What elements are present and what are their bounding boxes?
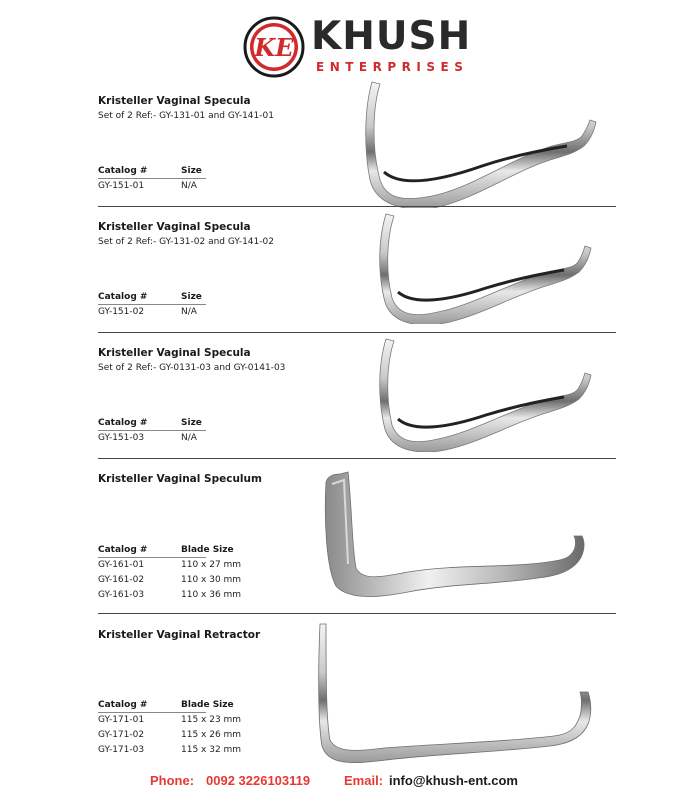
product-title: Kristeller Vaginal Specula — [98, 95, 251, 107]
size-value: 115 x 23 mm — [181, 715, 242, 725]
header-rule — [98, 712, 206, 713]
speculum-set-image — [362, 80, 602, 208]
section-divider — [98, 613, 616, 614]
catalog-number: GY-161-03 — [98, 590, 145, 600]
catalog-header: Catalog # — [98, 292, 148, 302]
size-value: N/A — [181, 433, 197, 443]
brand-logo — [243, 12, 472, 82]
product-ref: Set of 2 Ref:- GY-0131-03 and GY-0141-03 — [98, 363, 286, 373]
catalog-number: GY-151-01 — [98, 181, 145, 191]
catalog-number: GY-161-02 — [98, 575, 145, 585]
size-header: Blade Size — [181, 700, 234, 710]
section-divider — [98, 206, 616, 207]
retractor-image — [314, 620, 604, 768]
product-ref: Set of 2 Ref:- GY-131-02 and GY-141-02 — [98, 237, 274, 247]
header-rule — [98, 304, 206, 305]
size-value: N/A — [181, 307, 197, 317]
speculum-set-image — [378, 212, 598, 324]
phone-label: Phone: — [150, 773, 195, 788]
size-value: 110 x 27 mm — [181, 560, 242, 570]
phone-number[interactable]: 0092 3226103119 — [206, 773, 311, 788]
product-title: Kristeller Vaginal Specula — [98, 347, 251, 359]
header-rule — [98, 430, 206, 431]
catalog-number: GY-171-02 — [98, 730, 145, 740]
catalog-header: Catalog # — [98, 166, 148, 176]
size-value: 115 x 32 mm — [181, 745, 242, 755]
catalog-number: GY-171-01 — [98, 715, 145, 725]
product-title: Kristeller Vaginal Retractor — [98, 629, 261, 641]
size-value: 110 x 36 mm — [181, 590, 242, 600]
header-rule — [98, 178, 206, 179]
catalog-number: GY-161-01 — [98, 560, 145, 570]
brand-name: KHUSH — [311, 14, 472, 59]
product-title: Kristeller Vaginal Specula — [98, 221, 251, 233]
ke-emblem — [243, 16, 305, 78]
section-divider — [98, 458, 616, 459]
size-header: Size — [181, 292, 202, 302]
size-value: 110 x 30 mm — [181, 575, 242, 585]
catalog-header: Catalog # — [98, 545, 148, 555]
size-header: Size — [181, 418, 202, 428]
product-title: Kristeller Vaginal Speculum — [98, 473, 262, 485]
catalog-number: GY-151-03 — [98, 433, 145, 443]
catalog-number: GY-171-03 — [98, 745, 145, 755]
size-header: Blade Size — [181, 545, 234, 555]
contact-footer — [0, 773, 689, 793]
product-ref: Set of 2 Ref:- GY-131-01 and GY-141-01 — [98, 111, 274, 121]
brand-tagline: ENTERPRISES — [316, 60, 469, 74]
email-address[interactable]: info@khush-ent.com — [389, 773, 518, 788]
catalog-header: Catalog # — [98, 418, 148, 428]
catalog-number: GY-151-02 — [98, 307, 145, 317]
size-value: N/A — [181, 181, 197, 191]
speculum-set-image — [378, 337, 598, 452]
catalog-header: Catalog # — [98, 700, 148, 710]
size-header: Size — [181, 166, 202, 176]
header-rule — [98, 557, 206, 558]
size-value: 115 x 26 mm — [181, 730, 242, 740]
email-label: Email: — [344, 773, 384, 788]
brand-initials: KE — [254, 33, 294, 62]
speculum-image — [318, 468, 594, 603]
section-divider — [98, 332, 616, 333]
